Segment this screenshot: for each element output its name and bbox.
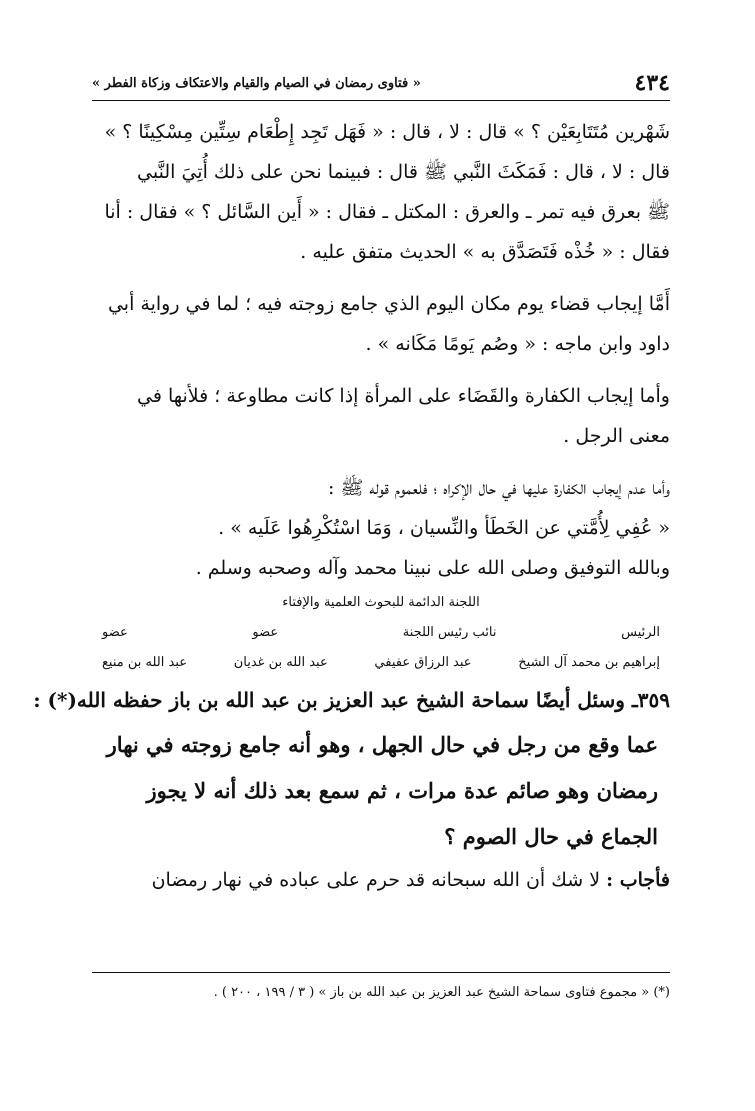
committee-member: عبد الله بن منيع bbox=[102, 655, 188, 670]
committee-member: عبد الرزاق عفيفي bbox=[374, 655, 472, 670]
question-line: عما وقع من رجل في حال الجهل ، وهو أنه جامع زوجته في نهار bbox=[106, 732, 658, 757]
header-rule bbox=[92, 100, 670, 101]
text-line: أَمَّا إيجاب قضاء يوم مكان اليوم الذي جامع زوجته فيه ؛ لما في رواية أبي bbox=[107, 293, 670, 315]
text-line: وأما إيجاب الكفارة والقَضَاء على المرأة إذا كانت مطاوعة ؛ فلأنها في bbox=[136, 385, 670, 407]
page-header bbox=[92, 70, 670, 98]
text-line: ﷺ بعرق فيه تمر ـ والعرق : المكتل ـ فقال : « أَين السَّائل ؟ » فقال : أنا bbox=[104, 201, 670, 223]
footnote-rule bbox=[92, 972, 670, 973]
committee-role: نائب رئيس اللجنة bbox=[402, 625, 497, 640]
answer-line bbox=[92, 860, 670, 900]
committee-role: الرئيس bbox=[621, 625, 660, 640]
text-line: شَهْرين مُتَتَابِعَيْن ؟ » قال : لا ، قال : « فَهَل تَجِد إِطْعَام سِتِّين مِسْكِينًا ؟ » bbox=[104, 121, 670, 143]
committee-title: اللجنة الدائمة للبحوث العلمية والإفتاء bbox=[282, 595, 480, 610]
footnote: (*) « مجموع فتاوى سماحة الشيخ عبد العزيز بن عبد الله بن باز » ( ٣ / ١٩٩ ، ٢٠٠ ) . bbox=[213, 985, 670, 1000]
fatwa-title: ٣٥٩ـ وسئل أيضًا سماحة الشيخ عبد العزيز بن عبد الله بن باز حفظه الله(*) : bbox=[33, 688, 670, 712]
committee-roles bbox=[92, 618, 670, 648]
text-line: معنى الرجل . bbox=[563, 425, 670, 447]
committee-role: عضو bbox=[102, 625, 128, 640]
text-line: « عُفِي لِأُمَّتي عن الخَطَأ والنِّسيان ، وَمَا اسْتُكْرِهُوا عَلَيه » . bbox=[218, 517, 670, 539]
page-number: ٤٣٤ bbox=[634, 70, 670, 96]
committee-names bbox=[92, 648, 670, 678]
running-title: « فتاوى رمضان في الصيام والقيام والاعتكاف وزكاة الفطر » bbox=[92, 76, 421, 91]
body-text bbox=[33, 112, 670, 900]
question-line: الجماع في حال الصوم ؟ bbox=[444, 824, 658, 849]
text-line: فقال : « خُذْه فَتَصَدَّق به » الحديث متفق عليه . bbox=[300, 241, 670, 263]
committee-member: إبراهيم بن محمد آل الشيخ bbox=[518, 655, 660, 670]
answer-label: فأجاب : bbox=[606, 869, 670, 891]
answer-text: لا شك أن الله سبحانه قد حرم على عباده في نهار رمضان bbox=[151, 869, 601, 891]
text-line: داود وابن ماجه : « وصُم يَومًا مَكَانه » . bbox=[365, 333, 670, 355]
text-line: قال : لا ، قال : فَمَكَثَ النَّبي ﷺ قال : فبينما نحن على ذلك أُتِيَ النَّبي bbox=[137, 161, 670, 183]
text-line: وأما عدم إيجاب الكفارة عليها في حال الإكراه ؛ فلعموم قوله ﷺ : bbox=[328, 477, 670, 499]
text-line: وبالله التوفيق وصلى الله على نبينا محمد وآله وصحبه وسلم . bbox=[195, 557, 670, 579]
committee-member: عبد الله بن غديان bbox=[233, 655, 328, 670]
question-line: رمضان وهو صائم عدة مرات ، ثم سمع بعد ذلك أنه لا يجوز bbox=[146, 778, 658, 803]
committee-role: عضو bbox=[252, 625, 279, 640]
